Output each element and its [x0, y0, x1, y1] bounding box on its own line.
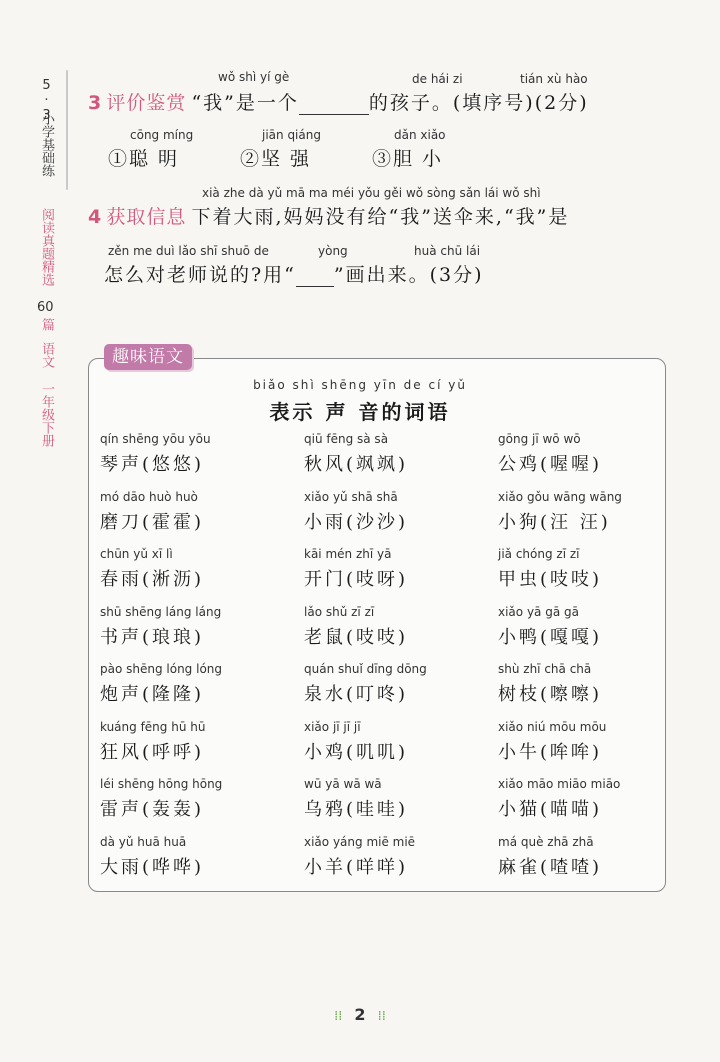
word-pinyin: kāi mén zhī yā	[304, 547, 392, 561]
word-hanzi: 小雨(沙沙)	[304, 511, 409, 533]
fun-chinese-tag: 趣味语文	[104, 344, 192, 370]
word-hanzi: 老鼠(吱吱)	[304, 626, 409, 648]
page-number: 2	[354, 1005, 366, 1024]
word-hanzi: 树枝(嚓嚓)	[498, 684, 603, 705]
q3-option-2-pinyin: jiān qiáng	[262, 128, 321, 142]
word-pinyin: má què zhā zhā	[498, 834, 594, 849]
word-pinyin: kuáng fēng hū hū	[100, 719, 206, 734]
sidebar-subject: 语文	[39, 342, 54, 368]
word-pinyin: pào shēng lóng lóng	[100, 662, 223, 676]
word-pinyin: gōng jī wō wō	[498, 432, 581, 446]
word-cell	[100, 547, 270, 591]
q3-line	[88, 88, 589, 115]
q4-line2	[104, 260, 484, 287]
word-hanzi: 小羊(咩咩)	[304, 856, 409, 878]
word-cell	[100, 662, 270, 706]
q3-text-b: 的孩子。(填序号)(2分)	[368, 92, 589, 114]
word-hanzi: 泉水(叮咚)	[304, 684, 409, 705]
word-pinyin: léi shēng hōng hōng	[100, 777, 223, 791]
q3-tag: 评价鉴赏	[106, 92, 187, 114]
word-hanzi: 小鸡(叽叽)	[304, 741, 409, 763]
q4-pinyin-line1: xià zhe dà yǔ mā ma méi yǒu gěi wǒ sòng sǎn lái wǒ shì	[202, 186, 541, 200]
q3-pinyin-a: wǒ shì yí gè	[218, 70, 290, 84]
word-cell	[498, 662, 668, 706]
q4-pinyin-line2a: zěn me duì lǎo shī shuō de	[108, 244, 269, 258]
q3-pinyin-c: tián xù hào	[520, 72, 588, 86]
word-hanzi: 磨刀(霍霍)	[100, 511, 205, 533]
sidebar-grade: 一年级下册	[39, 382, 54, 447]
q3-pinyin-b: de hái zi	[412, 72, 463, 86]
q3-text-a: “我”是一个	[191, 92, 299, 114]
sidebar-rule	[66, 70, 68, 190]
word-cell	[304, 432, 474, 476]
word-pinyin: lǎo shǔ zī zī	[304, 604, 375, 619]
q3-answer-blank[interactable]	[299, 96, 369, 115]
q4-answer-blank[interactable]	[296, 268, 334, 287]
word-hanzi: 开门(吱呀)	[304, 569, 409, 590]
word-hanzi: 小猫(喵喵)	[498, 799, 603, 820]
sidebar-brand: 5·3	[39, 78, 54, 123]
word-cell	[100, 835, 270, 879]
footer-deco-left: ⁞⁞	[334, 1009, 343, 1024]
word-cell	[100, 777, 270, 821]
word-cell	[100, 720, 270, 764]
word-cell	[498, 777, 668, 821]
word-hanzi: 琴声(悠悠)	[100, 454, 205, 475]
word-cell	[304, 490, 474, 534]
sidebar-book: 阅读真题精选	[39, 208, 54, 286]
word-cell	[304, 777, 474, 821]
word-hanzi: 雷声(轰轰)	[100, 799, 205, 820]
word-hanzi: 麻雀(喳喳)	[498, 856, 603, 878]
word-pinyin: chūn yǔ xī lì	[100, 547, 173, 561]
word-cell	[304, 662, 474, 706]
word-hanzi: 小狗(汪 汪)	[498, 511, 611, 533]
word-cell	[498, 547, 668, 591]
word-hanzi: 甲虫(吱吱)	[498, 569, 603, 590]
q3-option-3: ③胆 小	[372, 148, 444, 170]
sidebar-count: 60	[37, 300, 54, 315]
q3-option-3-pinyin: dǎn xiǎo	[394, 128, 446, 142]
word-cell	[498, 835, 668, 879]
word-hanzi: 乌鸦(哇哇)	[304, 799, 409, 820]
word-pinyin: shù zhī chā chā	[498, 662, 592, 676]
page-footer	[0, 1005, 720, 1024]
q4-text-line2a: 怎么对老师说的?用“	[104, 264, 296, 286]
word-cell	[100, 490, 270, 534]
q3-option-1: ①聪 明	[108, 148, 180, 170]
q3-number: 3	[88, 92, 102, 114]
word-pinyin: qiū fēng sà sà	[304, 432, 389, 446]
word-pinyin: qín shēng yōu yōu	[100, 432, 211, 446]
q3-option-1-pinyin: cōng míng	[130, 128, 194, 142]
word-cell	[304, 720, 474, 764]
sidebar-series: 小学基础练	[39, 112, 54, 177]
word-hanzi: 小牛(哞哞)	[498, 741, 603, 763]
word-pinyin: wū yā wā wā	[304, 777, 382, 791]
word-cell	[100, 605, 270, 649]
word-pinyin: mó dāo huò huò	[100, 489, 198, 504]
word-pinyin: xiǎo yáng miē miē	[304, 834, 416, 849]
word-pinyin: xiǎo yǔ shā shā	[304, 489, 398, 504]
word-hanzi: 公鸡(喔喔)	[498, 454, 603, 475]
word-cell	[304, 835, 474, 879]
word-hanzi: 秋风(飒飒)	[304, 454, 409, 475]
q4-number: 4	[88, 206, 102, 228]
q4-text-line1: 下着大雨,妈妈没有给“我”送伞来,“我”是	[191, 206, 570, 228]
q4-pinyin-line2b: yòng	[318, 244, 348, 258]
fun-title-pinyin: biǎo shì shēng yīn de cí yǔ	[253, 378, 467, 392]
q4-text-line2b: ”画出来。(3分)	[333, 264, 484, 286]
q4-line1	[88, 202, 569, 229]
word-hanzi: 炮声(隆隆)	[100, 684, 205, 705]
word-cell	[304, 547, 474, 591]
word-hanzi: 小鸭(嘎嘎)	[498, 626, 603, 648]
word-hanzi: 书声(琅琅)	[100, 626, 205, 648]
word-hanzi: 大雨(哗哗)	[100, 856, 205, 878]
word-hanzi: 狂风(呼呼)	[100, 741, 205, 763]
q4-pinyin-line2c: huà chū lái	[414, 244, 481, 258]
word-cell	[498, 720, 668, 764]
q3-option-2: ②坚 强	[240, 148, 312, 170]
word-cell	[498, 605, 668, 649]
fun-title: 表示 声 音的词语	[269, 400, 451, 424]
word-cell	[498, 432, 668, 476]
word-hanzi: 春雨(淅沥)	[100, 569, 205, 590]
word-pinyin: xiǎo yā gā gā	[498, 604, 579, 619]
word-pinyin: xiǎo gǒu wāng wāng	[498, 489, 622, 504]
word-cell	[498, 490, 668, 534]
word-cell	[304, 605, 474, 649]
word-pinyin: quán shuǐ dīng dōng	[304, 662, 427, 676]
word-pinyin: xiǎo jī jī jī	[304, 719, 361, 734]
word-pinyin: shū shēng láng láng	[100, 604, 222, 619]
word-cell	[100, 432, 270, 476]
word-pinyin: dà yǔ huā huā	[100, 834, 187, 849]
word-pinyin: jiǎ chóng zī zī	[498, 547, 580, 561]
footer-deco-right: ⁞⁞	[377, 1009, 386, 1024]
q4-tag: 获取信息	[106, 206, 187, 228]
word-pinyin: xiǎo māo miāo miāo	[498, 777, 621, 791]
word-pinyin: xiǎo niú mōu mōu	[498, 719, 607, 734]
sidebar-count-unit: 篇	[39, 318, 54, 331]
